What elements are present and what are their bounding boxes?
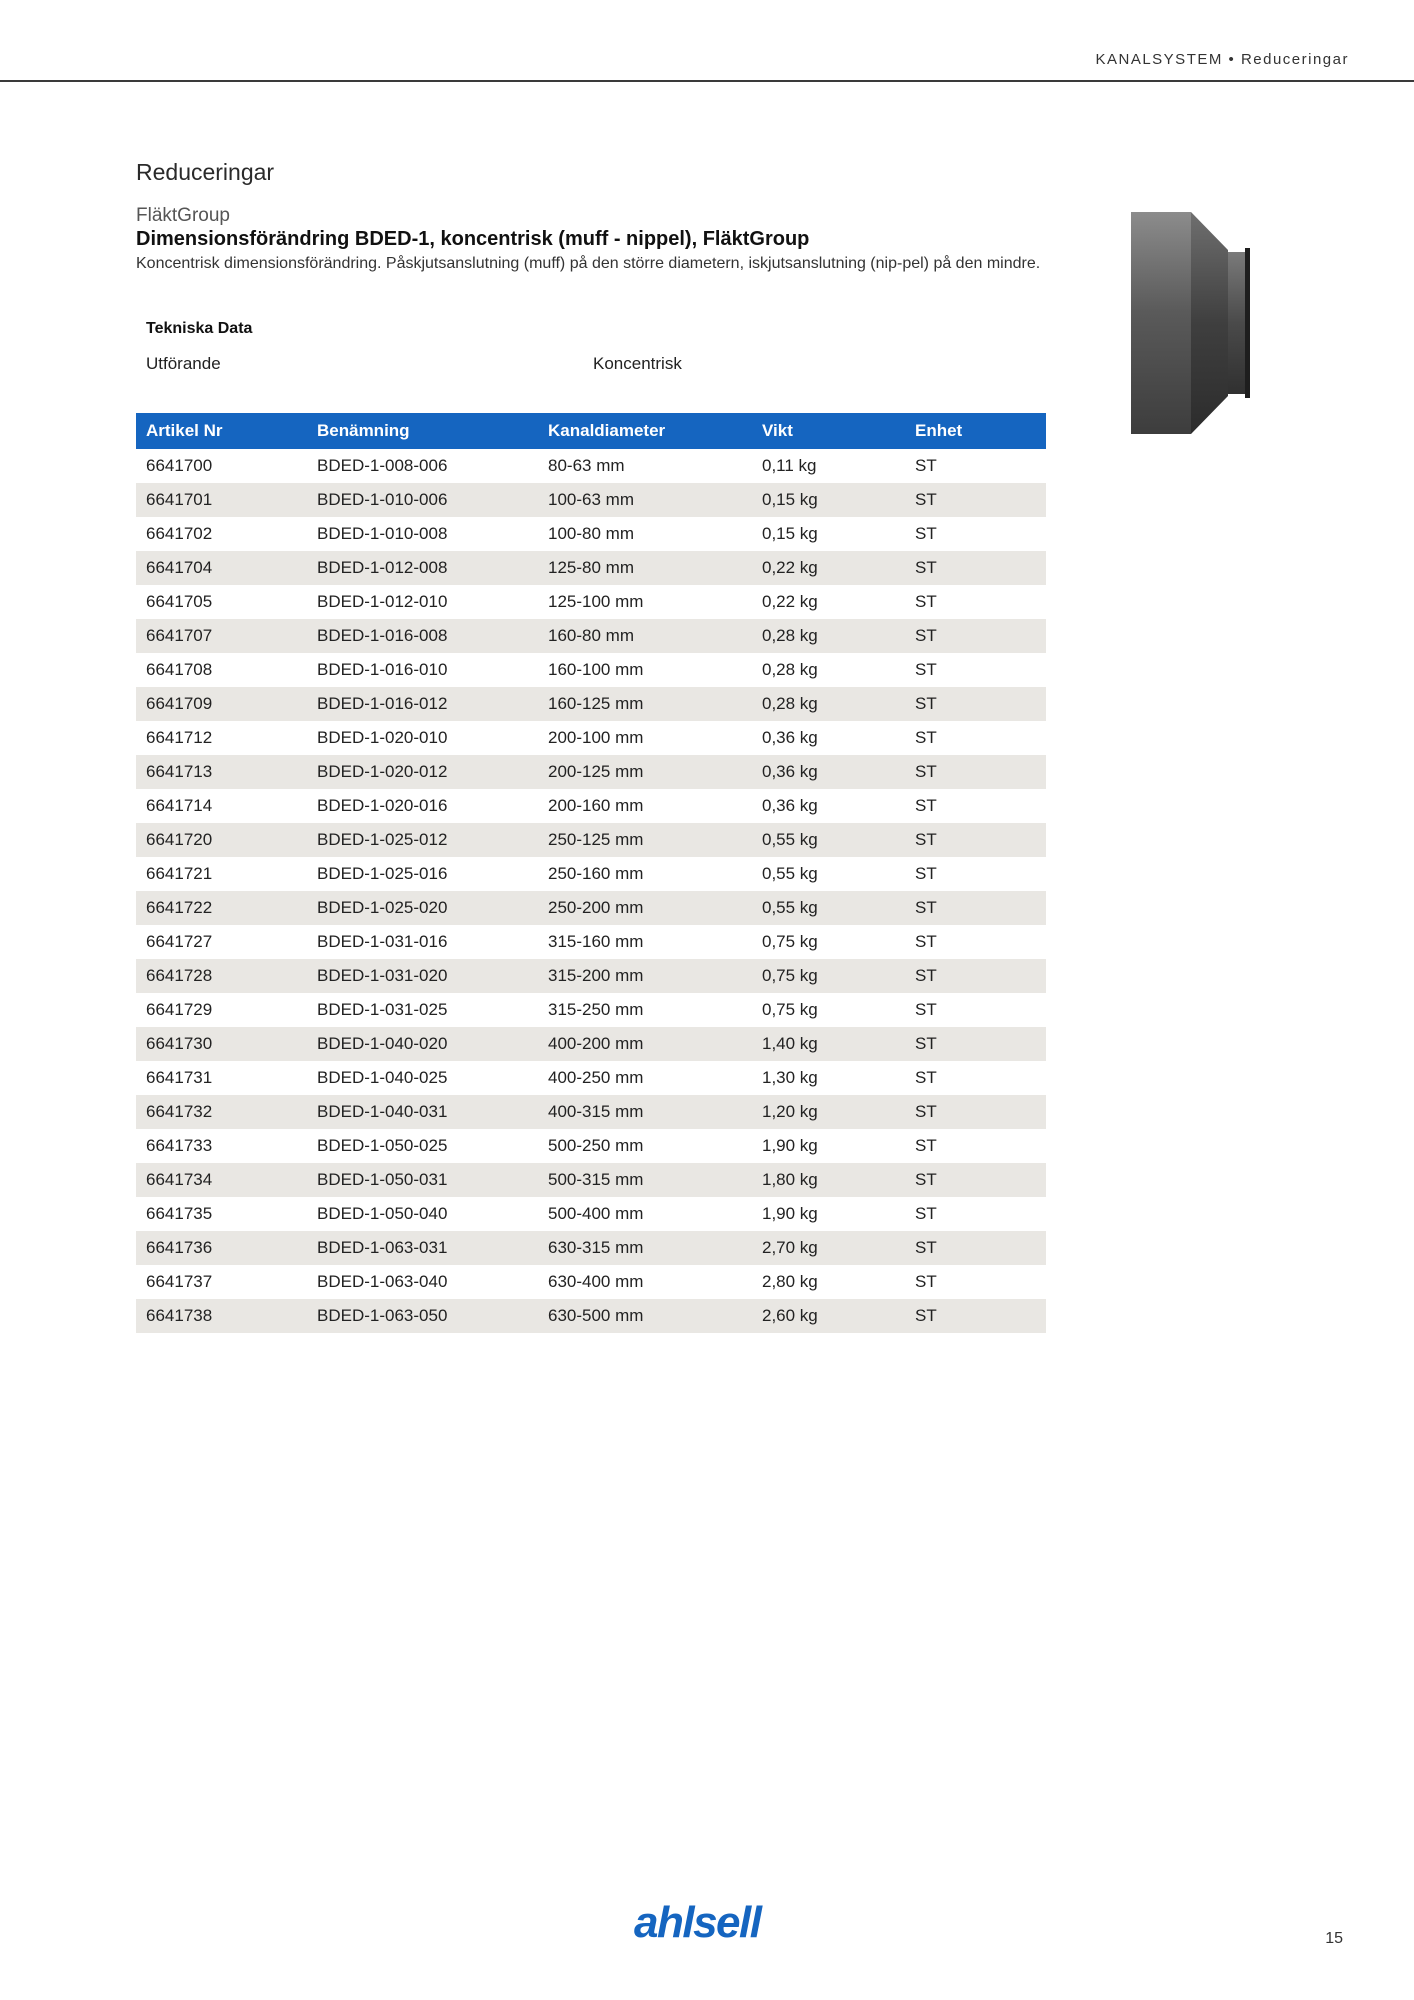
table-cell: ST: [905, 1231, 1046, 1265]
tech-data-heading: Tekniska Data: [146, 320, 253, 337]
table-cell: 6641736: [136, 1231, 307, 1265]
table-row: [136, 1163, 1046, 1197]
table-cell: 6641704: [136, 551, 307, 585]
table-row: [136, 925, 1046, 959]
table-cell: 200-125 mm: [538, 755, 752, 789]
table-cell: ST: [905, 959, 1046, 993]
table-row: [136, 1197, 1046, 1231]
table-cell: ST: [915, 1136, 937, 1155]
table-row: [136, 1129, 1046, 1163]
table-cell: BDED-1-012-008: [307, 551, 538, 585]
table-cell: 1,30 kg: [762, 1068, 818, 1087]
table-row: [136, 993, 1046, 1027]
column-header: Benämning: [307, 413, 538, 449]
table-cell: ST: [905, 755, 1046, 789]
table-cell: 80-63 mm: [548, 456, 625, 475]
table-cell: 6641701: [136, 483, 307, 517]
table-cell: 6641712: [146, 728, 213, 747]
table-cell: 400-315 mm: [538, 1095, 752, 1129]
table-row: [136, 1095, 1046, 1129]
table-cell: 6641720: [136, 823, 307, 857]
table-cell: ST: [905, 551, 1046, 585]
table-cell: 400-200 mm: [538, 1027, 752, 1061]
table-cell: ST: [915, 796, 937, 815]
table-row: [136, 517, 1046, 551]
table-header-row: [136, 413, 1046, 449]
table-cell: 315-200 mm: [538, 959, 752, 993]
table-cell: BDED-1-031-016: [317, 932, 448, 951]
table-cell: BDED-1-050-025: [317, 1136, 448, 1155]
table-cell: 200-160 mm: [548, 796, 644, 815]
table-cell: 6641735: [146, 1204, 213, 1223]
table-cell: 6641727: [146, 932, 213, 951]
product-title: Dimensionsförändring BDED-1, koncentrisk (muff - nippel), FläktGroup: [136, 228, 810, 250]
table-cell: ST: [915, 1000, 937, 1019]
table-cell: 100-80 mm: [548, 524, 634, 543]
table-cell: ST: [905, 619, 1046, 653]
table-cell: 0,15 kg: [762, 524, 818, 543]
table-cell: ST: [905, 1027, 1046, 1061]
table-cell: 630-500 mm: [538, 1299, 752, 1333]
table-cell: 1,80 kg: [752, 1163, 905, 1197]
table-cell: 6641737: [146, 1272, 213, 1291]
table-cell: 250-125 mm: [538, 823, 752, 857]
table-cell: 0,28 kg: [752, 687, 905, 721]
table-cell: 0,11 kg: [762, 456, 817, 475]
table-cell: 6641732: [136, 1095, 307, 1129]
table-cell: 1,20 kg: [752, 1095, 905, 1129]
table-cell: 1,90 kg: [762, 1136, 818, 1155]
table-cell: 0,55 kg: [762, 864, 818, 883]
table-cell: 6641713: [136, 755, 307, 789]
table-cell: BDED-1-016-010: [317, 660, 448, 679]
table-row: [136, 959, 1046, 993]
table-cell: BDED-1-008-006: [317, 456, 448, 475]
table-row: [136, 1299, 1046, 1333]
table-cell: 160-100 mm: [548, 660, 644, 679]
table-cell: 1,40 kg: [752, 1027, 905, 1061]
table-row: [136, 687, 1046, 721]
table-cell: 6641730: [136, 1027, 307, 1061]
table-row: [136, 449, 1046, 483]
table-cell: 0,55 kg: [752, 891, 905, 925]
table-cell: 100-63 mm: [538, 483, 752, 517]
table-cell: ST: [915, 1204, 937, 1223]
table-cell: BDED-1-010-008: [317, 524, 448, 543]
table-row: [136, 551, 1046, 585]
table-cell: 6641733: [146, 1136, 213, 1155]
table-row: [136, 585, 1046, 619]
table-cell: 160-125 mm: [538, 687, 752, 721]
ahlsell-logo: ahlsell: [634, 1898, 761, 1947]
table-cell: 0,36 kg: [762, 728, 818, 747]
table-cell: 0,75 kg: [752, 959, 905, 993]
table-cell: ST: [915, 592, 937, 611]
tech-data-value: Koncentrisk: [593, 354, 682, 373]
table-cell: 0,28 kg: [752, 619, 905, 653]
article-table: [136, 413, 1046, 1333]
table-cell: 6641721: [146, 864, 213, 883]
table-cell: 500-400 mm: [548, 1204, 644, 1223]
table-cell: ST: [915, 864, 937, 883]
table-cell: BDED-1-012-010: [317, 592, 448, 611]
table-cell: 6641700: [146, 456, 213, 475]
table-row: [136, 755, 1046, 789]
gasket-ring-shape: [1245, 248, 1250, 398]
table-cell: ST: [915, 456, 937, 475]
table-cell: ST: [905, 823, 1046, 857]
table-cell: BDED-1-016-012: [307, 687, 538, 721]
table-cell: 6641709: [136, 687, 307, 721]
table-cell: BDED-1-016-008: [307, 619, 538, 653]
breadcrumb: KANALSYSTEM • Reduceringar: [1095, 51, 1349, 68]
table-cell: ST: [905, 1163, 1046, 1197]
table-cell: 6641702: [146, 524, 213, 543]
table-cell: ST: [905, 687, 1046, 721]
table-cell: 6641738: [136, 1299, 307, 1333]
table-row: [136, 857, 1046, 891]
reducer-product-image: [1128, 208, 1258, 438]
table-cell: 0,36 kg: [762, 796, 818, 815]
table-row: [136, 619, 1046, 653]
table-cell: ST: [915, 1272, 937, 1291]
table-cell: 0,22 kg: [752, 551, 905, 585]
table-cell: 200-100 mm: [548, 728, 644, 747]
table-cell: 6641729: [146, 1000, 213, 1019]
table-cell: 2,70 kg: [752, 1231, 905, 1265]
table-cell: ST: [915, 524, 937, 543]
table-cell: 250-160 mm: [548, 864, 644, 883]
table-cell: 500-315 mm: [538, 1163, 752, 1197]
table-cell: 250-200 mm: [538, 891, 752, 925]
table-cell: 6641731: [146, 1068, 213, 1087]
table-cell: 125-100 mm: [548, 592, 644, 611]
table-cell: BDED-1-040-020: [307, 1027, 538, 1061]
table-cell: BDED-1-050-031: [307, 1163, 538, 1197]
tech-data-label: Utförande: [146, 354, 221, 373]
table-cell: BDED-1-020-016: [317, 796, 448, 815]
table-cell: ST: [905, 1299, 1046, 1333]
table-cell: BDED-1-025-016: [317, 864, 448, 883]
table-cell: 0,55 kg: [752, 823, 905, 857]
table-cell: BDED-1-040-025: [317, 1068, 448, 1087]
table-cell: 500-250 mm: [548, 1136, 644, 1155]
table-cell: 315-160 mm: [548, 932, 644, 951]
table-cell: 0,22 kg: [762, 592, 818, 611]
table-cell: BDED-1-025-020: [307, 891, 538, 925]
table-cell: 315-250 mm: [548, 1000, 644, 1019]
table-cell: 0,36 kg: [752, 755, 905, 789]
table-cell: 1,90 kg: [762, 1204, 818, 1223]
table-row: [136, 1061, 1046, 1095]
table-row: [136, 1231, 1046, 1265]
table-cell: BDED-1-025-012: [307, 823, 538, 857]
table-cell: ST: [905, 891, 1046, 925]
table-row: [136, 721, 1046, 755]
table-cell: 2,60 kg: [752, 1299, 905, 1333]
table-cell: 630-315 mm: [538, 1231, 752, 1265]
table-row: [136, 891, 1046, 925]
table-cell: BDED-1-050-040: [317, 1204, 448, 1223]
section-title: Reduceringar: [136, 159, 275, 185]
table-cell: 6641728: [136, 959, 307, 993]
header-divider: [0, 80, 1414, 82]
table-cell: 0,15 kg: [752, 483, 905, 517]
table-cell: 6641707: [136, 619, 307, 653]
table-cell: BDED-1-040-031: [307, 1095, 538, 1129]
table-cell: 0,75 kg: [762, 932, 818, 951]
page-number: 15: [1325, 1930, 1343, 1947]
column-header: Enhet: [905, 413, 1046, 449]
table-cell: 400-250 mm: [548, 1068, 644, 1087]
table-cell: BDED-1-063-040: [317, 1272, 448, 1291]
table-cell: 6641708: [146, 660, 213, 679]
table-cell: ST: [915, 660, 937, 679]
column-header: Vikt: [752, 413, 905, 449]
table-cell: BDED-1-010-006: [307, 483, 538, 517]
table-row: [136, 789, 1046, 823]
table-cell: BDED-1-063-031: [307, 1231, 538, 1265]
table-cell: BDED-1-031-020: [307, 959, 538, 993]
table-body: [136, 449, 1046, 1333]
table-cell: 6641722: [136, 891, 307, 925]
table-cell: 2,80 kg: [762, 1272, 818, 1291]
large-end-shape: [1131, 212, 1191, 434]
column-header: Kanaldiameter: [538, 413, 752, 449]
table-cell: ST: [905, 483, 1046, 517]
table-cell: BDED-1-063-050: [307, 1299, 538, 1333]
product-description: Koncentrisk dimensionsförändring. Påskjutsanslutning (muff) på den större diametern, iskjutsanslutning (nip-pel) på den mindre.: [136, 255, 1041, 272]
cone-shape: [1191, 212, 1228, 434]
table-cell: 0,75 kg: [762, 1000, 818, 1019]
table-row: [136, 653, 1046, 687]
table-row: [136, 483, 1046, 517]
table-cell: 6641714: [146, 796, 213, 815]
table-cell: 630-400 mm: [548, 1272, 644, 1291]
column-header: Artikel Nr: [136, 413, 307, 449]
table-cell: 160-80 mm: [538, 619, 752, 653]
table-cell: ST: [915, 728, 937, 747]
table-cell: 6641734: [136, 1163, 307, 1197]
table-cell: 0,28 kg: [762, 660, 818, 679]
table-cell: 125-80 mm: [538, 551, 752, 585]
table-row: [136, 823, 1046, 857]
table-cell: BDED-1-031-025: [317, 1000, 448, 1019]
table-cell: ST: [905, 1095, 1046, 1129]
table-cell: ST: [915, 932, 937, 951]
table-cell: BDED-1-020-012: [307, 755, 538, 789]
table-cell: BDED-1-020-010: [317, 728, 448, 747]
table-row: [136, 1027, 1046, 1061]
table-cell: ST: [915, 1068, 937, 1087]
product-brand: FläktGroup: [136, 205, 230, 226]
table-cell: 6641705: [146, 592, 213, 611]
table-row: [136, 1265, 1046, 1299]
